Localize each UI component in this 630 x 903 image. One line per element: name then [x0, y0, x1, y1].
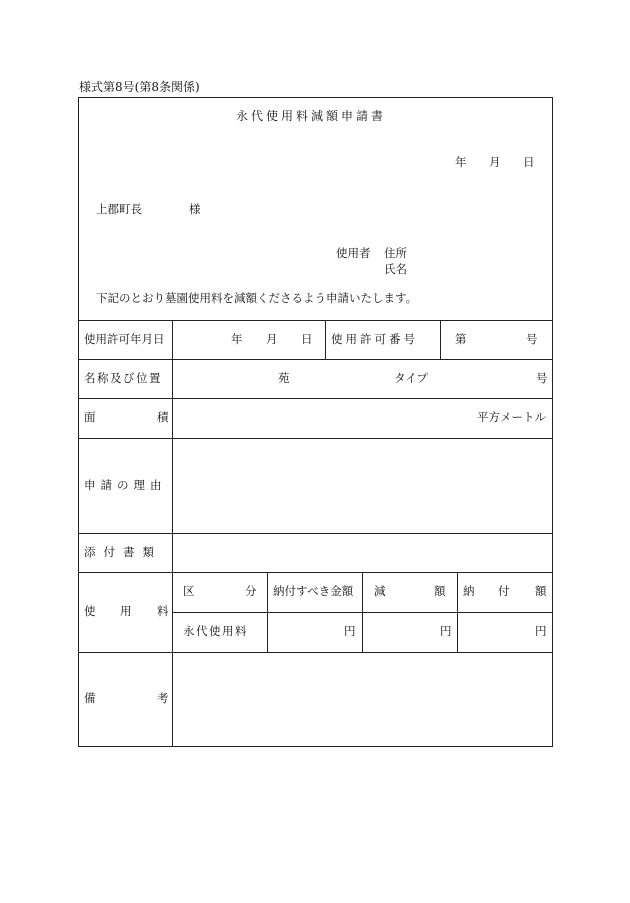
fee-header-pay-mid: 付 [498, 584, 510, 598]
date-year: 年 [455, 155, 467, 169]
addressee-honorific: 様 [189, 202, 201, 216]
request-text: 下記のとおり墓園使用料を減額くださるよう申請いたします。 [96, 291, 418, 305]
location-label: 名称及び位置 [84, 371, 162, 385]
reason-input-area[interactable] [175, 441, 549, 530]
remarks-input-area[interactable] [175, 655, 549, 743]
permit-date-month: 月 [266, 332, 278, 346]
fee-header-category-right: 分 [245, 584, 257, 598]
area-label-right: 積 [157, 410, 169, 424]
attachments-input-area[interactable] [175, 536, 549, 569]
remarks-label-left: 備 [84, 691, 96, 705]
fee-header-reduction-left: 減 [374, 584, 386, 598]
permit-column-divider [440, 320, 441, 359]
row-divider [78, 533, 553, 534]
reason-label: 申請の理由 [84, 478, 167, 492]
area-label-left: 面 [84, 410, 96, 424]
date-day: 日 [523, 155, 535, 169]
date-month: 月 [489, 155, 501, 169]
fee-header-pay-left: 納 [463, 584, 475, 598]
fee-pay-yen: 円 [535, 624, 547, 638]
row-divider [78, 572, 553, 573]
location-garden: 苑 [278, 371, 290, 385]
remarks-label-right: 考 [157, 691, 169, 705]
fee-label-left: 使 [84, 604, 96, 618]
fee-label-mid: 用 [120, 604, 132, 618]
fee-column-divider [362, 572, 363, 652]
row-divider [78, 438, 553, 439]
permit-column-divider [325, 320, 326, 359]
row-divider [78, 652, 553, 653]
fee-header-reduction-right: 額 [434, 584, 446, 598]
permit-date-label: 使用許可年月日 [84, 332, 165, 346]
area-unit: 平方メートル [477, 410, 546, 424]
location-type: タイプ [394, 371, 428, 385]
permit-number-label: 使用許可番号 [331, 332, 418, 346]
label-column-divider [172, 320, 173, 747]
fee-item-name: 永代使用料 [183, 624, 248, 638]
addressee-name: 上郡町長 [96, 202, 142, 216]
row-divider [78, 398, 553, 399]
fee-label-right: 料 [157, 604, 169, 618]
form-number: 様式第8号(第8条関係) [79, 80, 200, 94]
row-divider [78, 359, 553, 360]
permit-number-suffix: 号 [526, 332, 538, 346]
row-divider [78, 320, 553, 321]
form-title: 永代使用料減額申請書 [236, 109, 387, 123]
fee-reduction-yen: 円 [440, 624, 452, 638]
fee-header-payable: 納付すべき金額 [273, 584, 354, 598]
permit-date-year: 年 [231, 332, 243, 346]
applicant-label: 使用者 [336, 246, 371, 260]
attachments-label: 添付書類 [84, 545, 162, 559]
fee-column-divider [457, 572, 458, 652]
fee-header-category-left: 区 [183, 584, 195, 598]
location-number: 号 [536, 371, 548, 385]
applicant-address-label: 住所 [384, 246, 407, 260]
fee-header-pay-right: 額 [535, 584, 547, 598]
applicant-name-label: 氏名 [384, 262, 407, 276]
permit-number-prefix: 第 [455, 332, 467, 346]
fee-column-divider [267, 572, 268, 652]
fee-payable-yen: 円 [344, 624, 356, 638]
permit-date-day: 日 [301, 332, 313, 346]
